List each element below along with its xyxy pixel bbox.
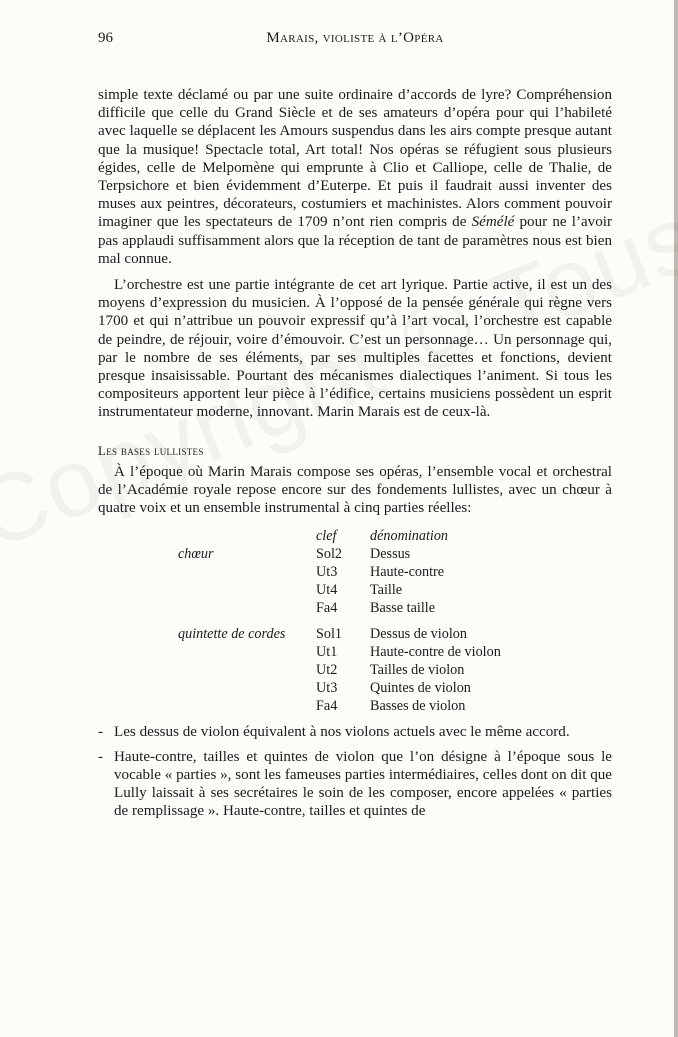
list-dash: - [98, 724, 104, 741]
paragraph-3: À l’époque où Marin Marais compose ses opéras, l’ensemble vocal et orchestral de l’Académie royale repose encore sur des fondements lullistes, avec un chœur à quatre voix et un ensemble instrumental à cinq parties réelles: [98, 463, 612, 517]
note-1-text: Les dessus de violon équivalent à nos violons actuels avec le même accord. [114, 724, 570, 741]
notes-list [98, 723, 612, 820]
voices-table [178, 527, 550, 715]
denomination-cell: Taille [370, 582, 403, 599]
table-row [178, 617, 550, 643]
group-name-choeur: chœur [178, 546, 214, 563]
body-text [98, 86, 612, 826]
clef-cell: Ut1 [316, 644, 338, 661]
clef-cell: Ut2 [316, 662, 338, 679]
table-row [178, 599, 550, 617]
page-number: 96 [98, 30, 113, 46]
denomination-cell: Haute-contre de violon [370, 644, 501, 661]
page-edge [674, 0, 678, 1037]
list-item [98, 748, 612, 821]
header-denomination: dénomination [370, 528, 449, 545]
denomination-cell: Tailles de violon [370, 662, 465, 679]
table-row [178, 661, 550, 679]
denomination-cell: Quintes de violon [370, 680, 471, 697]
table-row [178, 545, 550, 563]
table-row [178, 581, 550, 599]
table-row [178, 563, 550, 581]
clef-cell: Ut3 [316, 680, 338, 697]
note-2-text: Haute-contre, tailles et quintes de violon que l’on désigne à l’époque sous le vocable « parties », sont les fameuses parties intermédiaires, celles dont on dit que Lully laissait à ses secrétaires le soin de les composer, encore appelées « parties de remplissage ». Haute-contre, tailles et quintes de [114, 748, 612, 820]
list-item [98, 723, 612, 741]
page-header [98, 30, 612, 52]
table-row [178, 643, 550, 661]
header-clef: clef [316, 528, 337, 545]
denomination-cell: Dessus [370, 546, 411, 563]
list-dash: - [98, 748, 104, 765]
paragraph-2: L’orchestre est une partie intégrante de cet art lyrique. Partie active, il est un des moyens d’expression du musicien. À l’opposé de la pensée générale qui règne vers 1700 et qui n’attribue un pouvoir expressif qu’à l’art vocal, l’orchestre est capable de peindre, de réjouir, voire d’émouvoir. C’est un personnage… Un personnage qui, par le nombre de ses éléments, par ses multiples facettes et fonctions, devient presque insaisissable. Pourtant des mécanismes dialectiques l’animent. Si tous les compositeurs apportent leur pièce à l’édifice, certains musiciens possèdent un esprit instrumentateur moderne, innovant. Marin Marais est de ceux-là. [98, 277, 612, 421]
section-title: Les bases lullistes [98, 442, 204, 458]
table-row [178, 679, 550, 697]
clef-cell: Sol1 [316, 626, 343, 643]
paragraph-1 [98, 86, 612, 268]
denomination-cell: Basses de violon [370, 698, 466, 715]
clef-cell: Ut3 [316, 564, 338, 581]
opera-title-semele: Sémélé [471, 214, 515, 231]
clef-cell: Fa4 [316, 600, 338, 617]
denomination-cell: Basse taille [370, 600, 436, 617]
clef-cell: Sol2 [316, 546, 343, 563]
table-row [178, 697, 550, 715]
denomination-cell: Dessus de violon [370, 626, 467, 643]
paragraph-1-text-a: simple texte déclamé ou par une suite ordinaire d’accords de lyre? Compréhension difficile que celle du Grand Siècle et de ses amateurs d’opéra pour qui l’habileté avec laquelle se déplacent les Amours suspendus dans les airs compte presque autant que la musique! Spectacle total, Art total! Nos opéras se réfugient sous plusieurs égides, celle de Melpomène qui emprunte à Clio et Calliope, celle de Thalie, de Terpsichore et bien évidemment d’Euterpe. Et puis il faudrait aussi inventer des muses aux peintres, décorateurs, costumiers et machinistes. Alors comment pouvoir imaginer que les spectateurs de 1709 n’ont rien compris de [98, 87, 612, 231]
table-header-row [178, 527, 550, 545]
running-title: Marais, violiste à l’Opéra [266, 30, 444, 46]
clef-cell: Fa4 [316, 698, 338, 715]
group-name-quintette: quintette de cordes [178, 626, 286, 643]
denomination-cell: Haute-contre [370, 564, 445, 581]
clef-cell: Ut4 [316, 582, 338, 599]
paragraph-1-text-b: pour ne l’avoir pas applaudi suffisamment alors que la réception de tant de paramètres nous est bien mal connue. [98, 214, 612, 267]
